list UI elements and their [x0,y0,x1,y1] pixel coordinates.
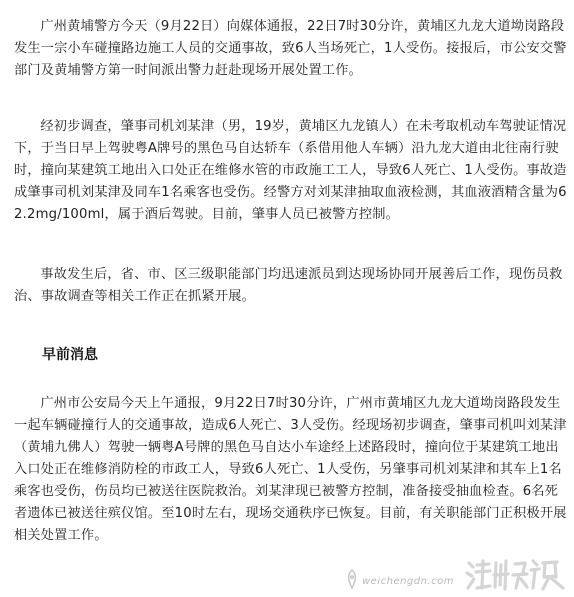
watermark-site: weichengdn.com [362,576,455,587]
watermark-logo [463,555,571,593]
article-paragraph-3: 事故发生后，省、市、区三级职能部门均迅速派员到达现场协同开展善后工作，现伤员救治、事故调查等相关工作正在抓紧开展。 [14,267,563,304]
article-paragraph-2: 经初步调查，肇事司机刘某津（男，19岁，黄埔区九龙镇人）在未考取机动车驾驶证情况下，于当日早上驾驶粤A牌号的黑色马自达轿车（系借用他人车辆）沿九龙大道由北往南行驶时，撞向某建筑工地出入口处正在维修水管的市政施工工人，导致6人死亡、1人受伤。事故造成肇事司机刘某津及同车1名乘客也受伤。经警方对刘某津抽取血液检测，其血液酒精含量为62.2mg/100ml，属于酒后驾驶。目前，肇事人员已被警方控制。 [14,119,567,222]
article-paragraph-1: 广州黄埔警方今天（9月22日）向媒体通报，22日7时30分许，黄埔区九龙大道坳岗路段发生一宗小车碰撞路边施工人员的交通事故，致6人当场死亡，1人受伤。接报后，市公安交警部门及黄埔警方第一时间派出警力赶赴现场开展处置工作。 [14,19,567,78]
section-heading: 早前消息 [42,347,98,363]
article-paragraph-4: 广州市公安局今天上午通报，9月22日7时30分许，广州市黄埔区九龙大道坳岗路段发生一起车辆碰撞行人的交通事故，造成6人死亡、3人受伤。经现场初步调查，肇事司机叫刘某津（黄埔九佛人）驾驶一辆粤A号牌的黑色马自达小车途经上述路段时，撞向位于某建筑工地出入口处正在维修消防栓的市政工人，导致6人死亡、1人受伤，另肇事司机刘某津和其车上1名乘客也受伤，伤员均已被送往医院救治。刘某津现已被警方控制，准备接受抽血检查。6名死者遗体已被送往殡仪馆。至10时左右，现场交通秩序已恢复。目前，有关职能部门正积极开展相关处置工作。 [14,396,567,543]
watermark-mark-icon [344,569,360,589]
